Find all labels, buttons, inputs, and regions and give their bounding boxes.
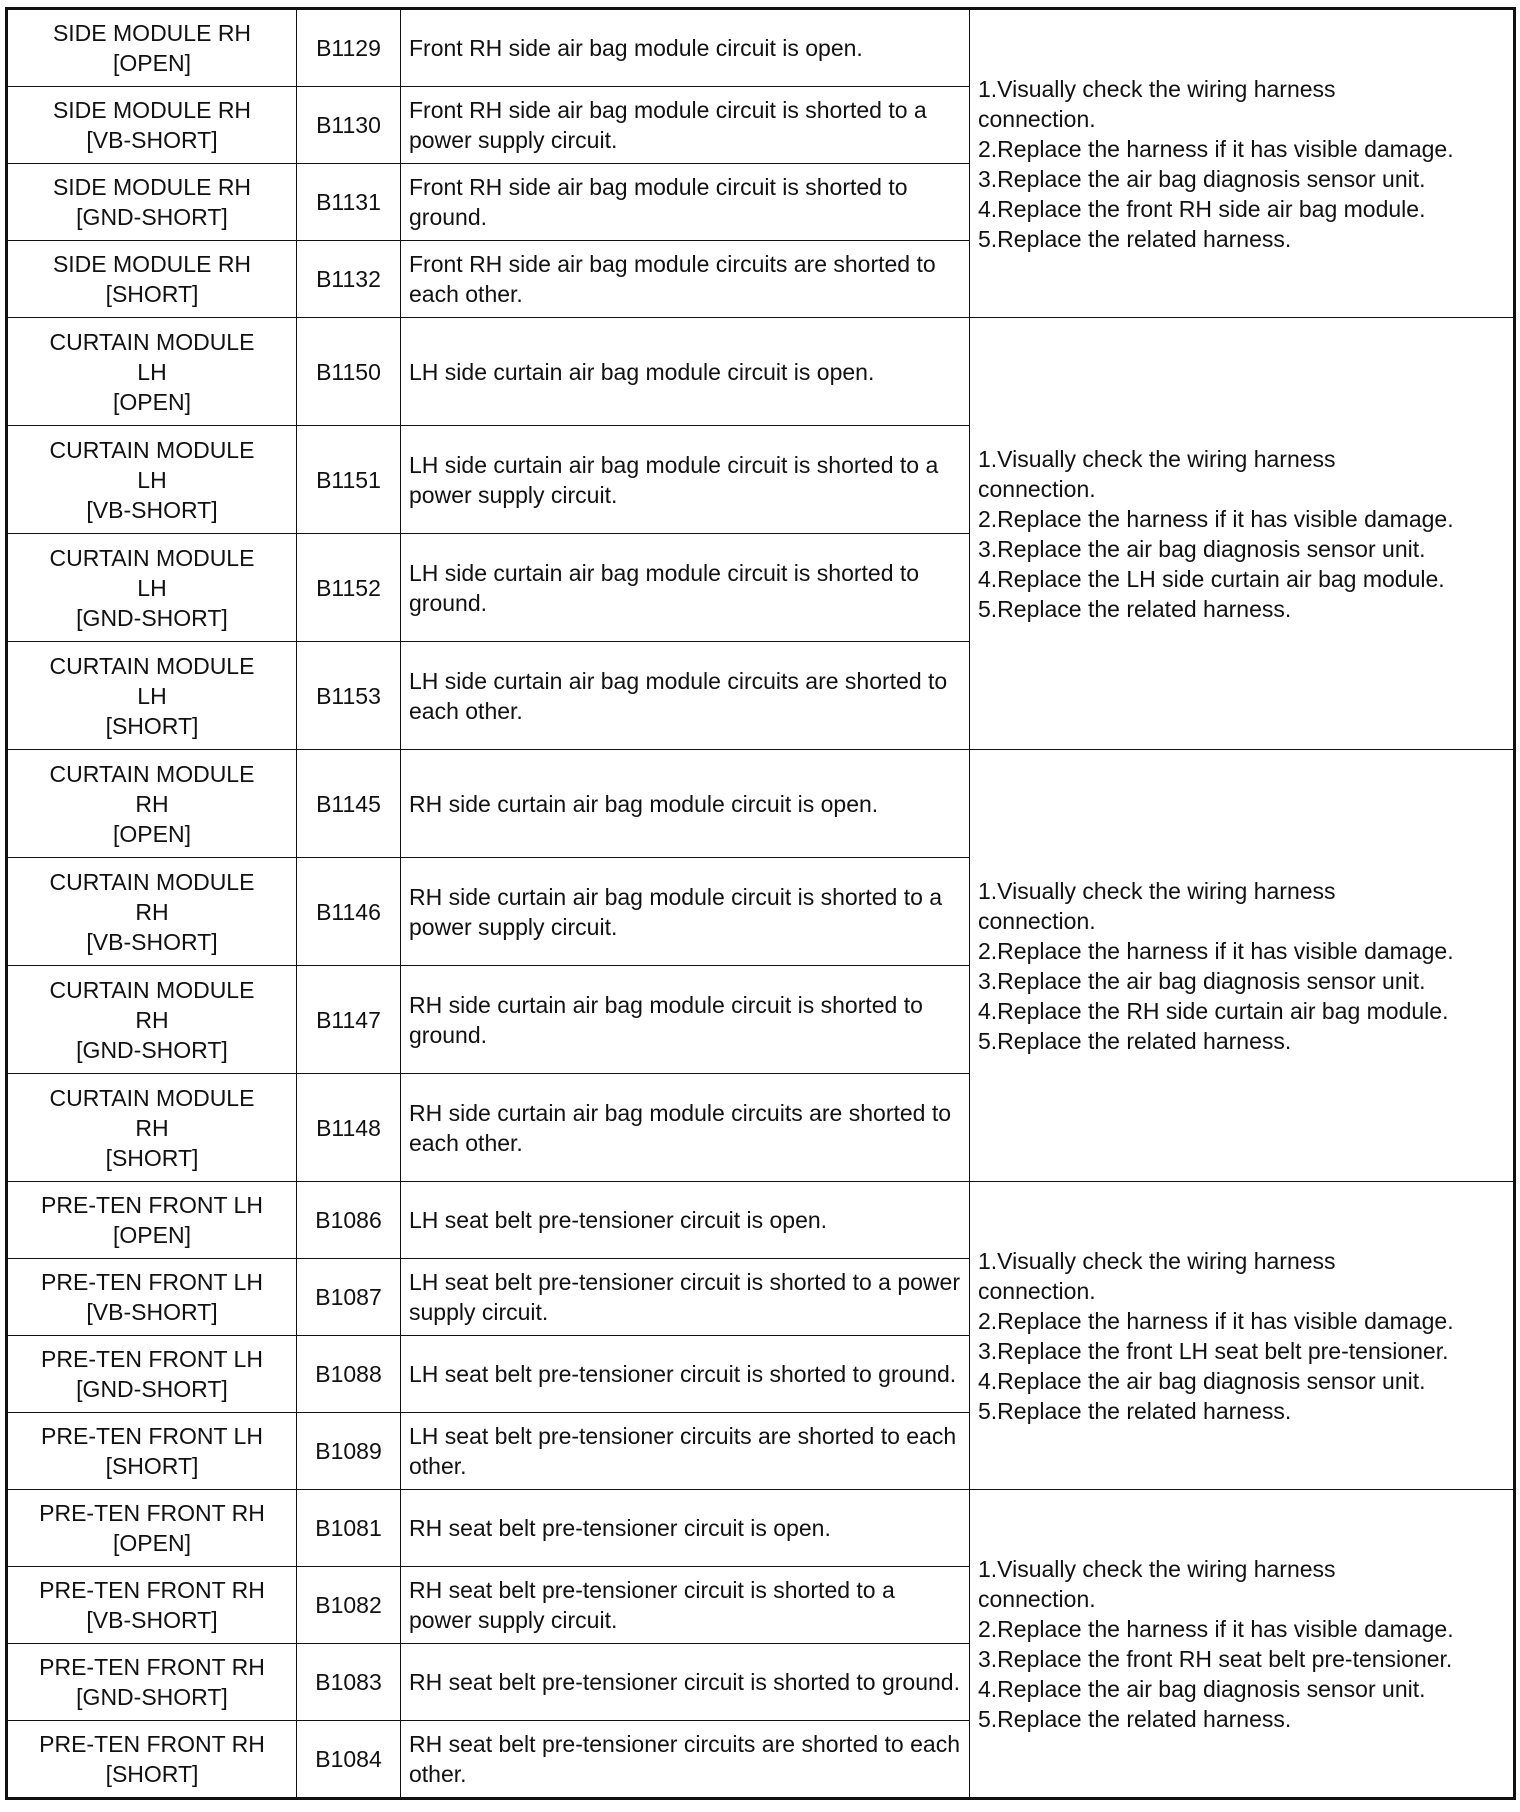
diagnosis-item-line: CURTAIN MODULE [49,436,255,463]
diagnosis-item-line: PRE-TEN FRONT RH [39,1731,265,1757]
description-cell: LH seat belt pre-tensioner circuit is shorted to a power supply circuit. [401,1259,970,1336]
diagnosis-item-line: RH [135,1114,169,1141]
description-cell: RH seat belt pre-tensioner circuit is shorted to a power supply circuit. [401,1567,970,1644]
diagnosis-item-line: PRE-TEN FRONT RH [39,1500,265,1526]
diagnosis-item-line: LH [137,466,167,493]
dtc-code-cell: B1086 [297,1182,401,1259]
table-row [7,318,1515,426]
diagnosis-item-cell [7,164,297,241]
remedy-step: 3.Replace the front RH seat belt pre-tensioner. [978,1645,1453,1672]
diagnosis-item-line: RH [135,898,169,925]
remedy-cell [970,318,1515,750]
remedy-step: 5.Replace the related harness. [978,595,1292,622]
diagnosis-item-line: [GND-SHORT] [76,1684,228,1710]
remedy-step: connection. [978,907,1096,934]
remedy-step: 1.Visually check the wiring harness [978,1247,1336,1274]
diagnosis-item-line: [GND-SHORT] [76,1036,228,1063]
remedy-cell [970,1182,1515,1490]
diagnosis-item-line: PRE-TEN FRONT LH [41,1192,263,1218]
diagnosis-item-line: [VB-SHORT] [86,1299,218,1325]
remedy-cell [970,1490,1515,1799]
dtc-code-cell: B1130 [297,87,401,164]
diagnosis-item-cell [7,318,297,426]
diagnosis-item-cell [7,1182,297,1259]
remedy-step: 1.Visually check the wiring harness [978,75,1336,102]
diagnosis-item-line: [GND-SHORT] [76,1376,228,1402]
diagnosis-item-line: CURTAIN MODULE [49,976,255,1003]
remedy-step: 4.Replace the RH side curtain air bag module. [978,997,1449,1024]
table-row [7,750,1515,858]
remedy-step: 5.Replace the related harness. [978,1027,1292,1054]
description-cell: LH seat belt pre-tensioner circuit is shorted to ground. [401,1336,970,1413]
description-cell: Front RH side air bag module circuit is shorted to ground. [401,164,970,241]
diagnosis-item-line: PRE-TEN FRONT RH [39,1654,265,1680]
diagnosis-item-line: [OPEN] [113,1222,191,1248]
diagnosis-item-line: CURTAIN MODULE [49,868,255,895]
remedy-step: 2.Replace the harness if it has visible damage. [978,135,1454,162]
remedy-step: connection. [978,475,1096,502]
diagnosis-item-cell [7,241,297,318]
remedy-step: 1.Visually check the wiring harness [978,1555,1336,1582]
table-row [7,1490,1515,1567]
description-cell: RH seat belt pre-tensioner circuit is open. [401,1490,970,1567]
remedy-step: 5.Replace the related harness. [978,1705,1292,1732]
dtc-code-cell: B1081 [297,1490,401,1567]
diagnosis-item-line: [SHORT] [105,1761,199,1787]
diagnosis-item-line: [OPEN] [113,820,191,847]
dtc-code-cell: B1153 [297,642,401,750]
diagnosis-item-line: SIDE MODULE RH [52,97,252,123]
diagnosis-item-cell [7,1074,297,1182]
diagnosis-item-cell [7,642,297,750]
remedy-step: connection. [978,1585,1096,1612]
remedy-step: 3.Replace the air bag diagnosis sensor unit. [978,165,1426,192]
diagnosis-item-line: CURTAIN MODULE [49,328,255,355]
diagnosis-item-line: [VB-SHORT] [86,127,218,153]
remedy-step: 2.Replace the harness if it has visible damage. [978,1307,1454,1334]
dtc-code-cell: B1146 [297,858,401,966]
dtc-code-cell: B1084 [297,1721,401,1799]
remedy-step: 4.Replace the air bag diagnosis sensor unit. [978,1675,1426,1702]
remedy-cell [970,9,1515,318]
remedy-step: 5.Replace the related harness. [978,225,1292,252]
diagnosis-item-cell [7,1721,297,1799]
description-cell: LH seat belt pre-tensioner circuit is open. [401,1182,970,1259]
remedy-step: 4.Replace the air bag diagnosis sensor unit. [978,1367,1426,1394]
description-cell: LH seat belt pre-tensioner circuits are shorted to each other. [401,1413,970,1490]
diagnosis-item-line: [VB-SHORT] [86,496,218,523]
dtc-code-cell: B1131 [297,164,401,241]
remedy-step: 1.Visually check the wiring harness [978,445,1336,472]
dtc-code-cell: B1088 [297,1336,401,1413]
diagnosis-item-cell [7,858,297,966]
diagnosis-item-line: [OPEN] [113,50,191,76]
dtc-code-cell: B1089 [297,1413,401,1490]
remedy-step: 3.Replace the air bag diagnosis sensor unit. [978,535,1426,562]
dtc-table [5,7,1516,1800]
dtc-code-cell: B1148 [297,1074,401,1182]
remedy-step: 2.Replace the harness if it has visible damage. [978,937,1454,964]
diagnosis-item-cell [7,1567,297,1644]
dtc-code-cell: B1129 [297,9,401,87]
dtc-code-cell: B1082 [297,1567,401,1644]
diagnosis-item-cell [7,1490,297,1567]
diagnosis-item-line: CURTAIN MODULE [49,544,255,571]
dtc-code-cell: B1152 [297,534,401,642]
diagnosis-item-line: PRE-TEN FRONT LH [41,1269,263,1295]
dtc-code-cell: B1132 [297,241,401,318]
description-cell: RH side curtain air bag module circuit is shorted to ground. [401,966,970,1074]
dtc-code-cell: B1087 [297,1259,401,1336]
diagnosis-item-cell [7,9,297,87]
diagnosis-item-line: PRE-TEN FRONT RH [39,1577,265,1603]
dtc-code-cell: B1150 [297,318,401,426]
description-cell: LH side curtain air bag module circuit is shorted to a power supply circuit. [401,426,970,534]
description-cell: Front RH side air bag module circuit is shorted to a power supply circuit. [401,87,970,164]
diagnosis-item-line: [SHORT] [105,1453,199,1479]
description-cell: RH side curtain air bag module circuit is open. [401,750,970,858]
diagnosis-item-line: [OPEN] [113,1530,191,1556]
description-cell: LH side curtain air bag module circuit is shorted to ground. [401,534,970,642]
description-cell: RH side curtain air bag module circuit is shorted to a power supply circuit. [401,858,970,966]
remedy-step: 2.Replace the harness if it has visible damage. [978,1615,1454,1642]
diagnosis-item-line: LH [137,574,167,601]
description-cell: RH seat belt pre-tensioner circuit is shorted to ground. [401,1644,970,1721]
diagnosis-item-line: [SHORT] [105,712,199,739]
diagnosis-item-line: RH [135,1006,169,1033]
diagnosis-item-line: SIDE MODULE RH [52,174,252,200]
table-row [7,1182,1515,1259]
diagnosis-item-line: PRE-TEN FRONT LH [41,1346,263,1372]
description-cell: RH seat belt pre-tensioner circuits are shorted to each other. [401,1721,970,1799]
diagnosis-item-cell [7,1336,297,1413]
diagnosis-item-line: [OPEN] [113,388,191,415]
remedy-step: 1.Visually check the wiring harness [978,877,1336,904]
dtc-code-cell: B1083 [297,1644,401,1721]
remedy-step: 4.Replace the LH side curtain air bag module. [978,565,1445,592]
remedy-step: connection. [978,1277,1096,1304]
description-cell: RH side curtain air bag module circuits are shorted to each other. [401,1074,970,1182]
diagnosis-item-line: CURTAIN MODULE [49,1084,255,1111]
diagnosis-item-cell [7,1644,297,1721]
table-row [7,9,1515,87]
remedy-step: 4.Replace the front RH side air bag module. [978,195,1426,222]
remedy-step: 3.Replace the front LH seat belt pre-tensioner. [978,1337,1449,1364]
diagnosis-item-cell [7,426,297,534]
diagnosis-item-line: SIDE MODULE RH [52,251,252,277]
diagnosis-item-cell [7,750,297,858]
diagnosis-item-line: LH [137,358,167,385]
description-cell: LH side curtain air bag module circuit is open. [401,318,970,426]
diagnosis-item-line: CURTAIN MODULE [49,652,255,679]
dtc-code-cell: B1151 [297,426,401,534]
diagnosis-item-cell [7,1259,297,1336]
diagnosis-item-line: PRE-TEN FRONT LH [41,1423,263,1449]
remedy-step: connection. [978,105,1096,132]
diagnosis-item-line: [VB-SHORT] [86,928,218,955]
diagnosis-item-cell [7,1413,297,1490]
remedy-step: 5.Replace the related harness. [978,1397,1292,1424]
description-cell: LH side curtain air bag module circuits are shorted to each other. [401,642,970,750]
dtc-table-body [7,9,1515,1799]
diagnosis-item-cell [7,966,297,1074]
description-cell: Front RH side air bag module circuit is open. [401,9,970,87]
diagnosis-item-line: RH [135,790,169,817]
diagnosis-item-line: [GND-SHORT] [76,604,228,631]
diagnosis-item-line: LH [137,682,167,709]
diagnosis-item-line: [SHORT] [105,281,199,307]
diagnosis-item-line: [VB-SHORT] [86,1607,218,1633]
diagnosis-item-cell [7,534,297,642]
dtc-code-cell: B1147 [297,966,401,1074]
remedy-cell [970,750,1515,1182]
diagnosis-item-line: CURTAIN MODULE [49,760,255,787]
diagnosis-item-line: [GND-SHORT] [76,204,228,230]
remedy-step: 2.Replace the harness if it has visible damage. [978,505,1454,532]
remedy-step: 3.Replace the air bag diagnosis sensor unit. [978,967,1426,994]
diagnosis-item-cell [7,87,297,164]
diagnosis-item-line: [SHORT] [105,1144,199,1171]
description-cell: Front RH side air bag module circuits are shorted to each other. [401,241,970,318]
dtc-code-cell: B1145 [297,750,401,858]
diagnosis-item-line: SIDE MODULE RH [52,20,252,46]
